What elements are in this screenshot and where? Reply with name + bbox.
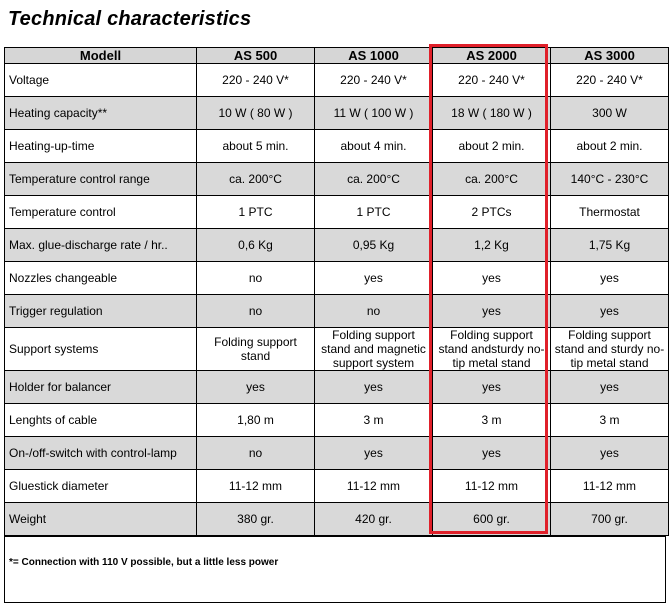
table-row bbox=[5, 437, 669, 470]
header-cell: Modell bbox=[5, 48, 197, 64]
table-cell: 600 gr. bbox=[433, 503, 551, 536]
table-cell: 11-12 mm bbox=[315, 470, 433, 503]
table-cell: yes bbox=[433, 262, 551, 295]
table-cell: 3 m bbox=[433, 404, 551, 437]
table-row bbox=[5, 470, 669, 503]
table-cell: 420 gr. bbox=[315, 503, 433, 536]
table-cell: 220 - 240 V* bbox=[197, 64, 315, 97]
table-cell: about 5 min. bbox=[197, 130, 315, 163]
table-cell: 1 PTC bbox=[197, 196, 315, 229]
header-cell: AS 1000 bbox=[315, 48, 433, 64]
table-cell: 0,6 Kg bbox=[197, 229, 315, 262]
table-cell: yes bbox=[433, 295, 551, 328]
row-label: Heating capacity** bbox=[5, 97, 197, 130]
table-cell: 140°C - 230°C bbox=[551, 163, 669, 196]
table-cell: Thermostat bbox=[551, 196, 669, 229]
table-row bbox=[5, 328, 669, 371]
table-cell: yes bbox=[433, 437, 551, 470]
table-cell: about 4 min. bbox=[315, 130, 433, 163]
table-cell: 380 gr. bbox=[197, 503, 315, 536]
row-label: Temperature control range bbox=[5, 163, 197, 196]
table-row bbox=[5, 262, 669, 295]
table-cell: 1,2 Kg bbox=[433, 229, 551, 262]
table-cell: no bbox=[197, 437, 315, 470]
table-row bbox=[5, 295, 669, 328]
table-cell: 11-12 mm bbox=[551, 470, 669, 503]
row-label: Support systems bbox=[5, 328, 197, 371]
table-cell: 220 - 240 V* bbox=[551, 64, 669, 97]
header-row bbox=[5, 48, 669, 64]
table-cell: ca. 200°C bbox=[433, 163, 551, 196]
row-label: Trigger regulation bbox=[5, 295, 197, 328]
row-label: On-/off-switch with control-lamp bbox=[5, 437, 197, 470]
table-cell: yes bbox=[315, 437, 433, 470]
table-cell: 2 PTCs bbox=[433, 196, 551, 229]
row-label: Weight bbox=[5, 503, 197, 536]
row-label: Max. glue-discharge rate / hr.. bbox=[5, 229, 197, 262]
table-cell: no bbox=[197, 262, 315, 295]
table-cell: 1,75 Kg bbox=[551, 229, 669, 262]
table-cell: Folding support stand bbox=[197, 328, 315, 371]
table-cell: ca. 200°C bbox=[197, 163, 315, 196]
spec-table bbox=[4, 47, 669, 536]
footnote-text: *= Connection with 110 V possible, but a little less power bbox=[9, 557, 279, 568]
table-cell: yes bbox=[551, 262, 669, 295]
table-row bbox=[5, 503, 669, 536]
table-cell: yes bbox=[551, 371, 669, 404]
table-cell: 3 m bbox=[315, 404, 433, 437]
header-cell: AS 2000 bbox=[433, 48, 551, 64]
table-cell: yes bbox=[551, 437, 669, 470]
header-cell: AS 3000 bbox=[551, 48, 669, 64]
table-row bbox=[5, 371, 669, 404]
table-cell: 220 - 240 V* bbox=[433, 64, 551, 97]
row-label: Temperature control bbox=[5, 196, 197, 229]
page-title: Technical characteristics bbox=[8, 8, 252, 30]
table-cell: ca. 200°C bbox=[315, 163, 433, 196]
table-cell: Folding support stand andsturdy no-tip metal stand bbox=[433, 328, 551, 371]
table-cell: 700 gr. bbox=[551, 503, 669, 536]
table-cell: yes bbox=[433, 371, 551, 404]
table-cell: about 2 min. bbox=[551, 130, 669, 163]
table-row bbox=[5, 163, 669, 196]
table-cell: yes bbox=[197, 371, 315, 404]
table-cell: 1 PTC bbox=[315, 196, 433, 229]
table-cell: 10 W ( 80 W ) bbox=[197, 97, 315, 130]
row-label: Nozzles changeable bbox=[5, 262, 197, 295]
table-cell: Folding support stand and magnetic support system bbox=[315, 328, 433, 371]
table-row bbox=[5, 97, 669, 130]
table-cell: Folding support stand and sturdy no-tip metal stand bbox=[551, 328, 669, 371]
row-label: Gluestick diameter bbox=[5, 470, 197, 503]
table-cell: yes bbox=[315, 371, 433, 404]
table-cell: 1,80 m bbox=[197, 404, 315, 437]
table-row bbox=[5, 404, 669, 437]
table-row bbox=[5, 64, 669, 97]
row-label: Holder for balancer bbox=[5, 371, 197, 404]
table-cell: 11 W ( 100 W ) bbox=[315, 97, 433, 130]
table-row bbox=[5, 130, 669, 163]
header-cell: AS 500 bbox=[197, 48, 315, 64]
table-row bbox=[5, 229, 669, 262]
table-cell: 0,95 Kg bbox=[315, 229, 433, 262]
table-cell: yes bbox=[315, 262, 433, 295]
table-cell: 11-12 mm bbox=[197, 470, 315, 503]
table-cell: yes bbox=[551, 295, 669, 328]
row-label: Lenghts of cable bbox=[5, 404, 197, 437]
table-cell: about 2 min. bbox=[433, 130, 551, 163]
table-cell: 300 W bbox=[551, 97, 669, 130]
table-cell: 220 - 240 V* bbox=[315, 64, 433, 97]
footnote-box bbox=[4, 536, 666, 603]
table-cell: no bbox=[197, 295, 315, 328]
row-label: Voltage bbox=[5, 64, 197, 97]
table-cell: 11-12 mm bbox=[433, 470, 551, 503]
row-label: Heating-up-time bbox=[5, 130, 197, 163]
table-row bbox=[5, 196, 669, 229]
table-cell: no bbox=[315, 295, 433, 328]
table-cell: 3 m bbox=[551, 404, 669, 437]
table-cell: 18 W ( 180 W ) bbox=[433, 97, 551, 130]
